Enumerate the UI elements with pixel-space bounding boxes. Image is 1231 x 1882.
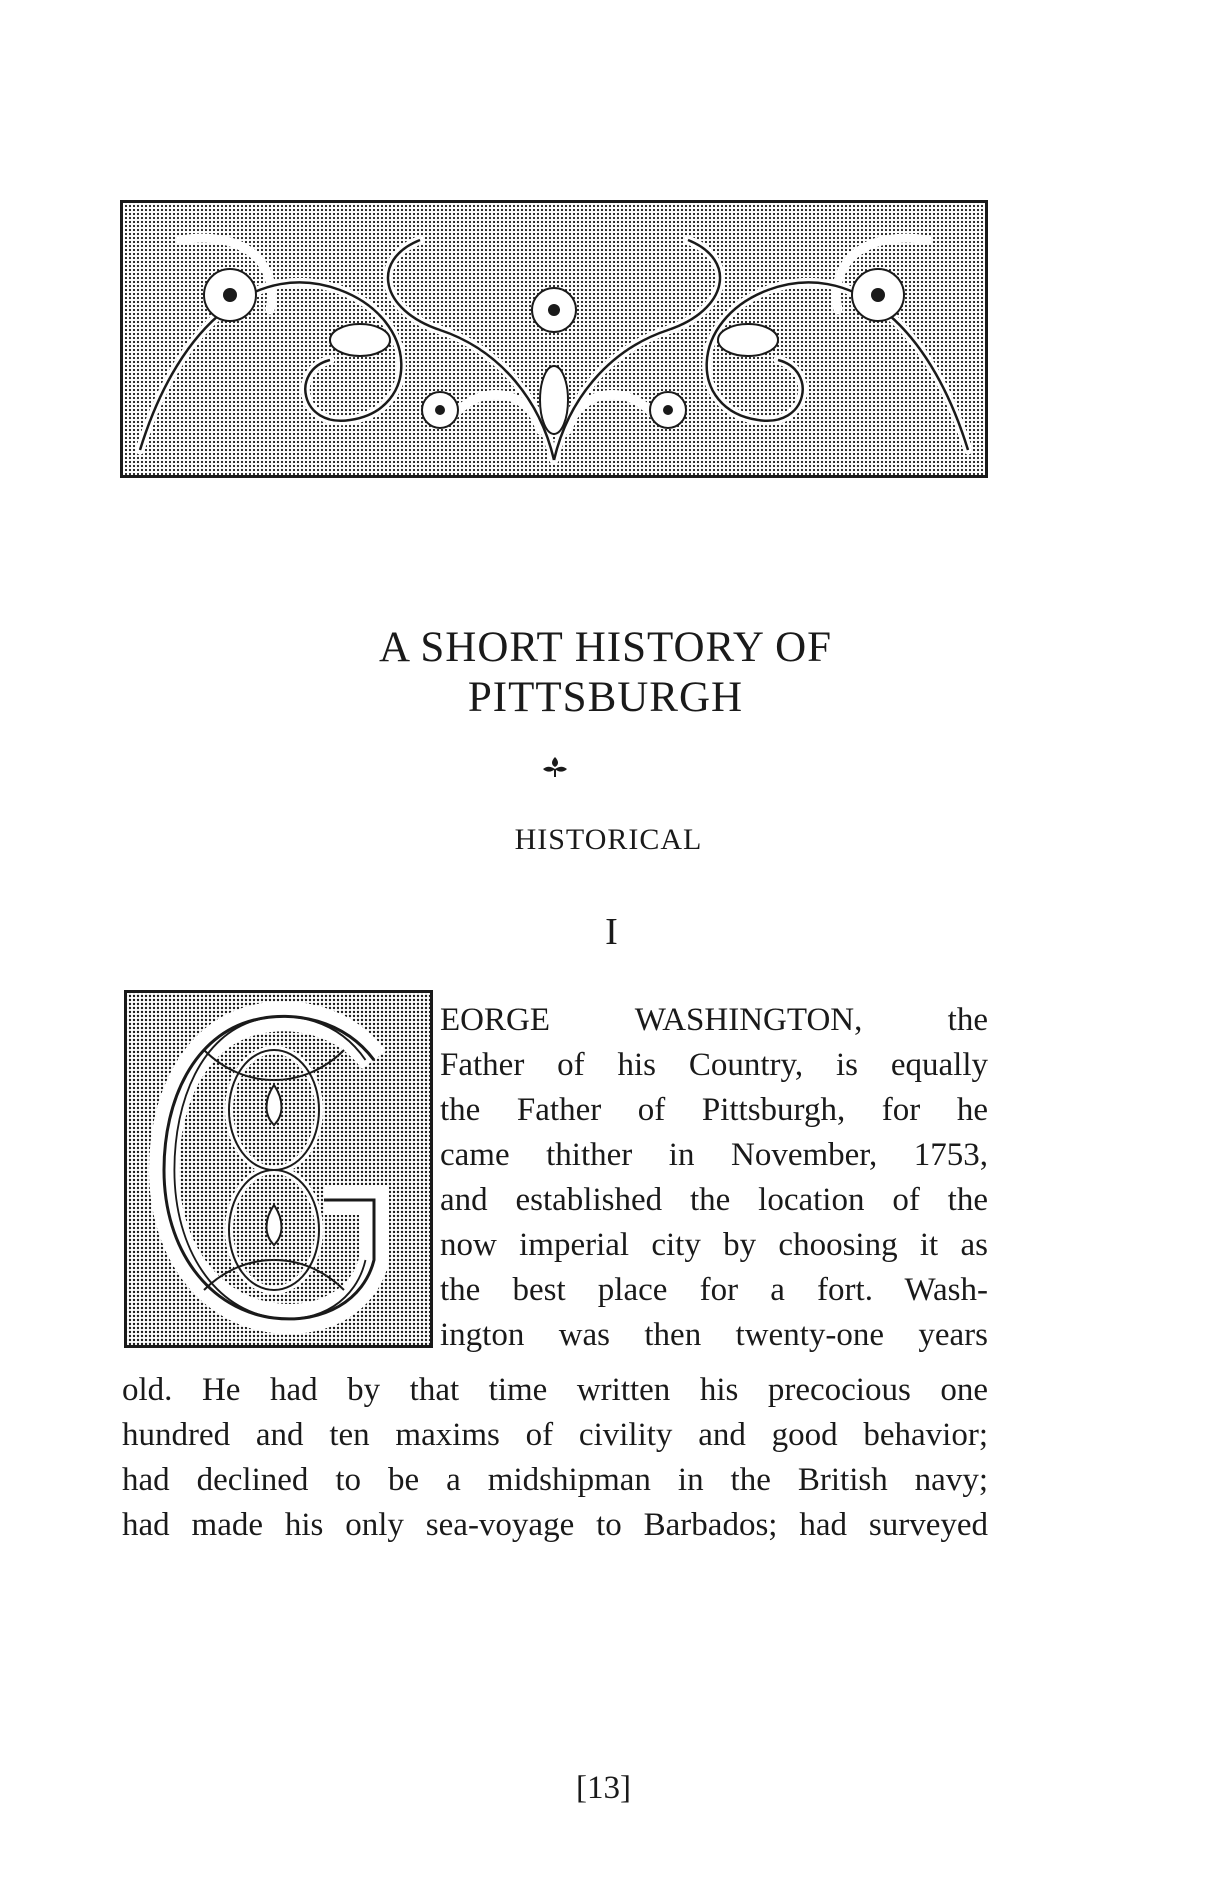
section-heading: HISTORICAL [514, 823, 703, 856]
body-line: the best place for a fort. Wash- [440, 1272, 988, 1308]
fleuron-icon [540, 755, 570, 779]
vine-ornament-icon [120, 200, 988, 478]
decorated-initial-g [124, 990, 433, 1348]
ornamental-headpiece [120, 200, 988, 478]
body-line: the Father of Pittsburgh, for he [440, 1092, 988, 1128]
body-line: now imperial city by choosing it as [440, 1227, 988, 1263]
chapter-numeral: I [605, 911, 618, 953]
page-title-line-2: PITTSBURGH [467, 674, 744, 721]
body-line: and established the location of the [440, 1182, 988, 1218]
body-line: ington was then twenty-one years [440, 1317, 988, 1353]
body-line: hundred and ten maxims of civility and good behavior; [122, 1417, 988, 1453]
body-line: had declined to be a midshipman in the British navy; [122, 1462, 988, 1498]
body-line: old. He had by that time written his precocious one [122, 1372, 988, 1408]
body-line: came thither in November, 1753, [440, 1137, 988, 1173]
body-line: Father of his Country, is equally [440, 1047, 988, 1083]
body-line: EORGE WASHINGTON, the [440, 1002, 988, 1038]
page-title-line-1: A SHORT HISTORY OF [378, 624, 833, 671]
page-number: [13] [576, 1770, 631, 1806]
initial-letter-icon [124, 990, 433, 1348]
body-line: had made his only sea-voyage to Barbados; had surveyed [122, 1507, 988, 1543]
